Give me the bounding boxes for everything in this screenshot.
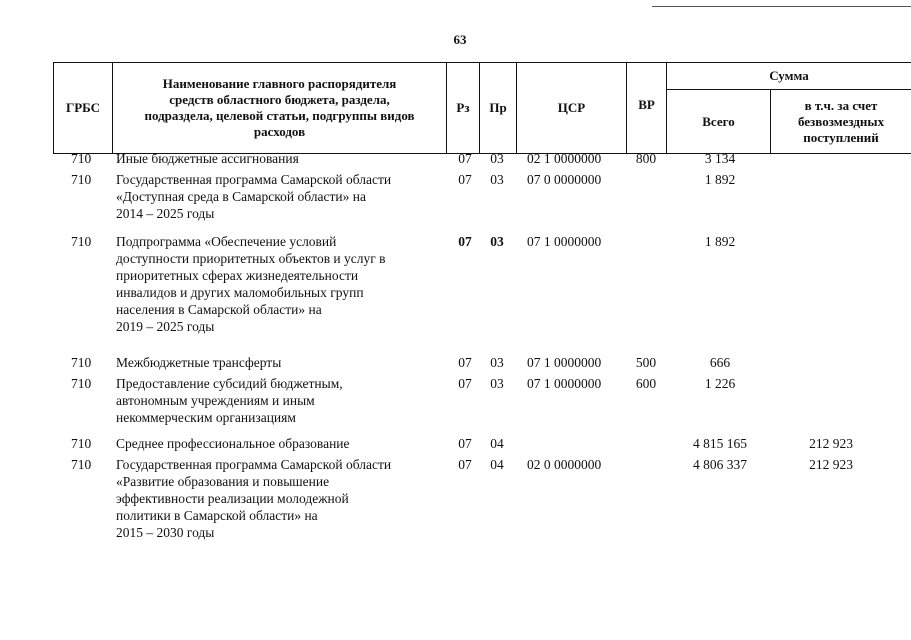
cell-name-line: 2015 – 2030 годы <box>116 525 215 540</box>
cell-name-line: «Доступная среда в Самарской области» на <box>116 189 366 204</box>
cell-pr: 04 <box>490 457 504 472</box>
cell-pr: 03 <box>490 376 504 391</box>
cell-total: 1 892 <box>704 234 736 249</box>
cell-name-line: инвалидов и других маломобильных групп <box>116 285 364 300</box>
cell-name-line: Государственная программа Самарской области <box>116 457 392 472</box>
cell-rz: 07 <box>458 355 472 370</box>
cell-free: 212 923 <box>809 457 853 472</box>
header-rz <box>446 62 479 154</box>
header-total <box>666 89 770 154</box>
header-grbs <box>53 62 112 154</box>
cell-name-line: 2019 – 2025 годы <box>116 319 215 334</box>
cell-pr: 03 <box>490 355 504 370</box>
cell-name-line: «Развитие образования и повышение <box>116 474 330 489</box>
cell-rz: 07 <box>458 172 472 187</box>
top-rule <box>652 6 911 7</box>
cell-total: 1 892 <box>704 172 736 187</box>
cell-name <box>116 233 446 335</box>
cell-total: 3 134 <box>704 151 736 166</box>
cell-total: 4 806 337 <box>693 457 747 472</box>
cell-rz: 07 <box>458 234 472 249</box>
cell-name <box>116 456 446 541</box>
cell-name <box>116 375 446 426</box>
cell-grbs: 710 <box>71 436 92 451</box>
cell-total: 666 <box>709 355 731 370</box>
cell-csr: 02 1 0000000 <box>527 151 602 166</box>
header-pr <box>479 62 516 154</box>
cell-rz: 07 <box>458 151 472 166</box>
cell-name-line: Среднее профессиональное образование <box>116 436 350 451</box>
cell-name-line: некоммерческим организациям <box>116 410 296 425</box>
cell-vr: 600 <box>635 376 657 391</box>
header-name-line: подраздела, целевой статьи, подгруппы видов <box>144 108 415 123</box>
cell-pr: 03 <box>490 151 504 166</box>
cell-total: 1 226 <box>704 376 736 391</box>
cell-grbs: 710 <box>71 457 92 472</box>
cell-name-line: населения в Самарской области» на <box>116 302 322 317</box>
cell-csr: 07 1 0000000 <box>527 376 602 391</box>
header-csr <box>516 62 626 154</box>
cell-name-line: Иные бюджетные ассигнования <box>116 151 299 166</box>
cell-grbs: 710 <box>71 376 92 391</box>
cell-vr: 500 <box>635 355 657 370</box>
cell-name-line: Межбюджетные трансферты <box>116 355 282 370</box>
cell-csr: 07 1 0000000 <box>527 355 602 370</box>
cell-csr: 07 1 0000000 <box>527 234 602 249</box>
cell-pr: 03 <box>490 234 504 249</box>
header-csr-label: ЦСР <box>557 100 586 115</box>
cell-name-line: доступности приоритетных объектов и услуг в <box>116 251 386 266</box>
cell-grbs: 710 <box>71 234 92 249</box>
header-name-line: Наименование главного распорядителя <box>162 76 397 91</box>
header-name-line: расходов <box>253 124 306 139</box>
cell-name-line: автономным учреждениям и иным <box>116 393 315 408</box>
cell-vr: 800 <box>635 151 657 166</box>
cell-name <box>116 435 446 452</box>
header-free <box>770 89 911 154</box>
header-total-label: Всего <box>702 113 735 129</box>
header-summa <box>666 62 911 90</box>
cell-name-line: Подпрограмма «Обеспечение условий <box>116 234 337 249</box>
cell-pr: 04 <box>490 436 504 451</box>
cell-total: 4 815 165 <box>693 436 747 451</box>
header-free-line: безвозмездных <box>797 113 885 129</box>
cell-pr: 03 <box>490 172 504 187</box>
header-grbs-label: ГРБС <box>65 100 101 115</box>
header-rz-label: Рз <box>456 100 470 115</box>
cell-rz: 07 <box>458 376 472 391</box>
header-free-line: поступлений <box>803 129 879 145</box>
cell-grbs: 710 <box>71 355 92 370</box>
header-name-text <box>144 76 414 140</box>
header-name-line: средств областного бюджета, раздела, <box>169 92 390 107</box>
header-free-line: в т.ч. за счет <box>804 97 878 113</box>
cell-name-line: Государственная программа Самарской области <box>116 172 392 187</box>
cell-grbs: 710 <box>71 172 92 187</box>
header-vr <box>626 62 666 154</box>
cell-name-line: 2014 – 2025 годы <box>116 206 215 221</box>
page-number: 63 <box>453 32 467 47</box>
header-summa-label: Сумма <box>769 68 809 83</box>
cell-rz: 07 <box>458 457 472 472</box>
cell-rz: 07 <box>458 436 472 451</box>
cell-name <box>116 354 446 371</box>
header-free-text <box>798 98 884 146</box>
cell-name-line: Предоставление субсидий бюджетным, <box>116 376 343 391</box>
header-pr-label: Пр <box>489 100 507 115</box>
header-name <box>112 62 446 154</box>
cell-csr: 07 0 0000000 <box>527 172 602 187</box>
header-vr-label: ВР <box>638 97 655 112</box>
cell-name-line: эффективности реализации молодежной <box>116 491 349 506</box>
cell-free: 212 923 <box>809 436 853 451</box>
cell-name-line: приоритетных сферах жизнедеятельности <box>116 268 359 283</box>
cell-csr: 02 0 0000000 <box>527 457 602 472</box>
cell-grbs: 710 <box>71 151 92 166</box>
cell-name <box>116 171 446 222</box>
cell-name <box>116 150 446 167</box>
cell-name-line: политики в Самарской области» на <box>116 508 318 523</box>
